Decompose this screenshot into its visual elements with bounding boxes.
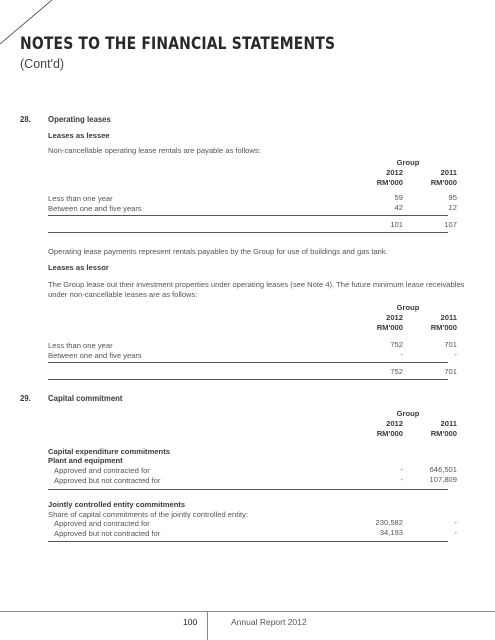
capex-row-value: 107,809 [429, 475, 457, 484]
jce-heading: Jointly controlled entity commitments [48, 500, 186, 509]
lessee-unit-2011: RM'000 [430, 178, 457, 187]
lessee-year-2012: 2012 [386, 168, 403, 177]
lessee-subtotal-rule [48, 215, 448, 216]
lessee-row-value: 95 [448, 193, 457, 202]
lessor-unit-2012: RM'000 [376, 323, 403, 332]
lessor-row-value: 701 [444, 340, 457, 349]
capex-row-label: Approved but not contracted for [54, 476, 161, 485]
lessee-row-value: 42 [394, 203, 403, 212]
jce-row-value: - [454, 528, 457, 537]
lessor-year-2012: 2012 [386, 313, 403, 322]
page-number: 100 [183, 617, 198, 627]
lessee-row-value: 59 [394, 193, 403, 202]
note-28-title: Operating leases [48, 115, 111, 124]
lessor-unit-2011: RM'000 [430, 323, 457, 332]
lessor-group-label: Group [396, 303, 420, 312]
lessor-total-2011: 701 [444, 367, 457, 376]
lessee-intro: Non-cancellable operating lease rentals are payable as follows: [48, 146, 261, 155]
lessor-total-2012: 752 [390, 367, 403, 376]
lessor-total-rule [48, 379, 448, 380]
capex-row-label: Approved and contracted for [54, 466, 150, 475]
lessor-row-value: - [400, 350, 403, 359]
note-28-number: 28. [20, 115, 31, 124]
footer-divider [0, 611, 495, 612]
lessee-total-2011: 107 [444, 220, 457, 229]
lessee-note: Operating lease payments represent rentals payables by the Group for use of buildings and gas tank. [48, 247, 388, 256]
lessee-total-2012: 101 [390, 220, 403, 229]
lessee-total-rule [48, 232, 448, 233]
lessee-group-label: Group [396, 158, 420, 167]
capcom-unit-2011: RM'000 [430, 429, 457, 438]
lessee-row-label: Less than one year [48, 194, 113, 203]
capex-row-value: - [400, 475, 403, 484]
lessor-intro-line1: The Group lease out their investment properties under operating leases (see Note 4). The future minimum lease receivables [48, 280, 465, 289]
report-title: Annual Report 2012 [231, 617, 307, 627]
lessor-row-label: Between one and five years [48, 351, 142, 360]
page-subtitle: (Cont'd) [20, 57, 65, 71]
lessor-row-value: - [454, 350, 457, 359]
capcom-year-2012: 2012 [386, 419, 403, 428]
jce-row-label: Approved but not contracted for [54, 529, 161, 538]
lessor-intro-line2: under non-cancellable leases are as follows: [48, 290, 198, 299]
jce-rule [48, 541, 448, 542]
capex-row-value: 646,501 [429, 465, 457, 474]
jce-row-label: Approved and contracted for [54, 519, 150, 528]
capcom-year-2011: 2011 [440, 419, 457, 428]
capcom-group-label: Group [396, 409, 420, 418]
jce-row-value: 34,193 [379, 528, 403, 537]
lessee-row-label: Between one and five years [48, 204, 142, 213]
lessor-heading: Leases as lessor [48, 263, 109, 272]
lessor-row-label: Less than one year [48, 341, 113, 350]
note-29-title: Capital commitment [48, 394, 123, 403]
lessor-year-2011: 2011 [440, 313, 457, 322]
capex-rule [48, 489, 448, 490]
lessee-heading: Leases as lessee [48, 131, 110, 140]
capcom-unit-2012: RM'000 [376, 429, 403, 438]
capex-subheading: Plant and equipment [48, 456, 123, 465]
footer-tick [207, 611, 208, 640]
jce-intro: Share of capital commitments of the jointly controlled entity: [48, 510, 249, 519]
jce-row-value: - [454, 518, 457, 527]
lessor-subtotal-rule [48, 362, 448, 363]
lessee-row-value: 12 [448, 203, 457, 212]
lessee-year-2011: 2011 [440, 168, 457, 177]
page-title: NOTES TO THE FINANCIAL STATEMENTS [20, 34, 336, 54]
lessor-row-value: 752 [390, 340, 403, 349]
capex-heading: Capital expenditure commitments [48, 447, 170, 456]
lessee-unit-2012: RM'000 [376, 178, 403, 187]
capex-row-value: - [400, 465, 403, 474]
note-29-number: 29. [20, 394, 31, 403]
jce-row-value: 230,582 [375, 518, 403, 527]
